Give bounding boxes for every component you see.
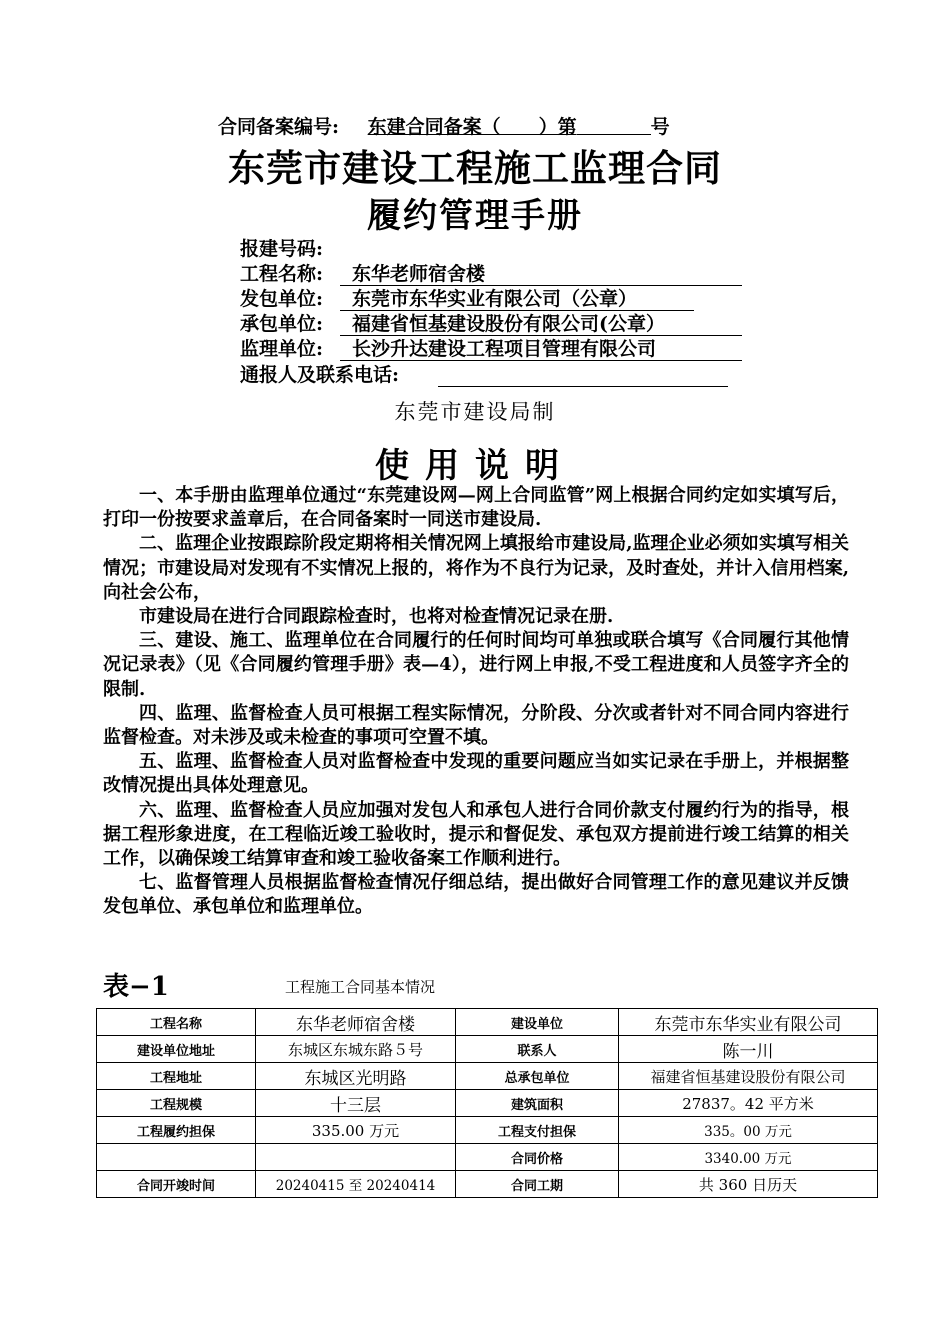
info-label: 承包单位:	[240, 313, 324, 335]
info-label: 工程名称:	[240, 263, 324, 285]
table-cell-label: 建设单位	[456, 1009, 619, 1036]
main-title: 东莞市建设工程施工监理合同	[228, 146, 722, 190]
table-cell-label: 总承包单位	[456, 1063, 619, 1090]
instruction-paragraph: 五、监理、监督检查人员对监督检查中发现的重要问题应当如实记录在手册上，并根据整改情况提出具体处理意见。	[103, 751, 849, 797]
table-label: 表−1	[103, 972, 169, 1002]
info-label: 监理单位:	[240, 338, 324, 360]
table-cell-value: 共 360 日历天	[619, 1171, 878, 1198]
table-cell-label: 工程履约担保	[97, 1117, 256, 1144]
table-row	[97, 1171, 878, 1198]
table-cell-label: 工程规模	[97, 1090, 256, 1117]
table-cell-value	[256, 1144, 456, 1171]
info-label: 报建号码:	[240, 238, 324, 260]
table-cell-value: 东城区光明路	[256, 1063, 456, 1090]
info-row-contractor	[240, 311, 665, 337]
table-cell-label: 建筑面积	[456, 1090, 619, 1117]
table-cell-label: 工程支付担保	[456, 1117, 619, 1144]
table-cell-value: 福建省恒基建设股份有限公司	[619, 1063, 878, 1090]
instruction-paragraph: 二、监理企业按跟踪阶段定期将相关情况网上填报给市建设局,监理企业必须如实填写相关情况；市建设局对发现有不实情况上报的，将作为不良行为记录，及时查处，并计入信用档案,向社会公布，	[103, 533, 849, 603]
table-cell-value: 20240415 至 20240414	[256, 1171, 456, 1198]
info-value: 东莞市东华实业有限公司（公章）	[340, 286, 694, 311]
filing-value: 东建合同备案（ ）第	[367, 116, 577, 138]
filing-number-blank	[577, 116, 651, 135]
table-cell-label: 合同价格	[456, 1144, 619, 1171]
table-row	[97, 1063, 878, 1090]
issuer: 东莞市建设局制	[394, 400, 556, 424]
table-row	[97, 1036, 878, 1063]
table-cell-label: 工程地址	[97, 1063, 256, 1090]
info-row-reporter-phone	[240, 362, 399, 388]
info-row-project-name	[240, 261, 486, 287]
instruction-paragraph: 市建设局在进行合同跟踪检查时，也将对检查情况记录在册.	[139, 606, 614, 628]
table-cell-value: 335。00 万元	[619, 1117, 878, 1144]
info-value	[438, 362, 728, 387]
info-row-supervisor	[240, 336, 657, 362]
table-caption: 工程施工合同基本情况	[285, 978, 436, 996]
table-row	[97, 1009, 878, 1036]
table-cell-label: 工程名称	[97, 1009, 256, 1036]
filing-number-line	[218, 112, 670, 139]
table-cell-label: 联系人	[456, 1036, 619, 1063]
info-label: 通报人及联系电话:	[240, 364, 400, 386]
table-cell-value: 东城区东城东路５号	[256, 1036, 456, 1063]
info-row-employer	[240, 286, 638, 312]
table-row	[97, 1117, 878, 1144]
filing-label: 合同备案编号:	[218, 116, 340, 138]
instructions	[103, 484, 849, 920]
table-cell-value: 3340.00 万元	[619, 1144, 878, 1171]
instruction-paragraph: 三、建设、施工、监理单位在合同履行的任何时间均可单独或联合填写《合同履行其他情况记录表》（见《合同履约管理手册》表—4），进行网上申报,不受工程进度和人员签字齐全的限制.	[103, 630, 849, 700]
table-cell-label: 建设单位地址	[97, 1036, 256, 1063]
table-cell-label: 合同开竣时间	[97, 1171, 256, 1198]
table-cell-value: 27837。42 平方米	[619, 1090, 878, 1117]
instruction-paragraph: 七、监督管理人员根据监督检查情况仔细总结，提出做好合同管理工作的意见建议并反馈发包单位、承包单位和监理单位。	[103, 872, 849, 918]
table-row	[97, 1090, 878, 1117]
table-cell-value: 东莞市东华实业有限公司	[619, 1009, 878, 1036]
instruction-paragraph: 六、监理、监督检查人员应加强对发包人和承包人进行合同价款支付履约行为的指导，根据工程形象进度，在工程临近竣工验收时，提示和督促发、承包双方提前进行竣工结算的相关工作，以确保竣工结算审查和竣工验收备案工作顺利进行。	[103, 799, 849, 870]
instruction-paragraph: 一、本手册由监理单位通过“东莞建设网—网上合同监管”网上根据合同约定如实填写后，打印一份按要求盖章后，在合同备案时一同送市建设局.	[103, 485, 849, 531]
usage-title: 使用说明	[375, 446, 575, 486]
table-cell-value: 陈一川	[619, 1036, 878, 1063]
info-value: 福建省恒基建设股份有限公司(公章）	[340, 311, 742, 336]
info-label: 发包单位:	[240, 288, 324, 310]
table-cell-label: 合同工期	[456, 1171, 619, 1198]
sub-title: 履约管理手册	[367, 196, 583, 236]
table-cell-value: 335.00 万元	[256, 1117, 456, 1144]
table-cell-value: 十三层	[256, 1090, 456, 1117]
filing-suffix: 号	[650, 116, 670, 138]
instruction-paragraph: 四、监理、监督检查人员可根据工程实际情况，分阶段、分次或者针对不同合同内容进行监督检查。对未涉及或未检查的事项可空置不填。	[103, 702, 849, 749]
contract-basic-info-table	[96, 1008, 878, 1198]
table-cell-value: 东华老师宿舍楼	[256, 1009, 456, 1036]
info-value: 长沙升达建设工程项目管理有限公司	[340, 336, 742, 361]
info-row-permit-no	[240, 236, 323, 262]
table-cell-label	[97, 1144, 256, 1171]
table-row	[97, 1144, 878, 1171]
info-value: 东华老师宿舍楼	[340, 261, 742, 286]
